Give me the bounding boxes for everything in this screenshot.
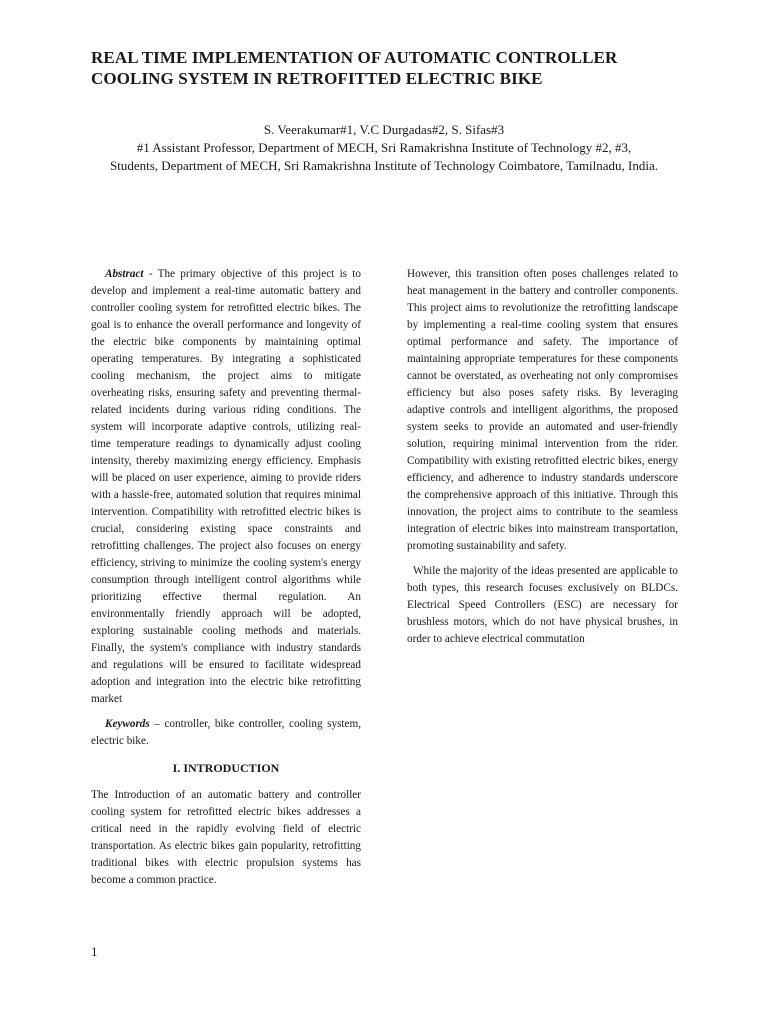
introduction-paragraph-3: While the majority of the ideas presented are applicable to both types, this research focuses exclusively on BLDCs. Electrical Speed Controllers (ESC) are necessary for brushless motors, which do not have physical brushes, in order to achieve electrical commutation — [407, 565, 678, 645]
keywords-label: Keywords — [105, 718, 150, 730]
introduction-paragraph-2: However, this transition often poses challenges related to heat management in the battery and controller components. This project aims to revolutionize the retrofitting landscape by implementing a real-time cooling system that ensures optimal performance and safety. The importance of maintaining appropriate temperatures for these components cannot be overstated, as overheating not only compromises efficiency but also poses safety risks. By leveraging adaptive controls and intelligent algorithms, the proposed system seeks to provide an automated and user-friendly solution, requiring minimal intervention from the rider. Compatibility with existing retrofitted electric bikes, energy efficiency, and adherence to industry standards underscore the comprehensive approach of this initiative. Through this innovation, the project aims to contribute to the seamless integration of electric bikes into mainstream transportation, promoting sustainability and safety. — [407, 268, 678, 552]
paper-title-line-1: REAL TIME IMPLEMENTATION OF AUTOMATIC CONTROLLER — [91, 48, 618, 67]
abstract-paragraph — [91, 266, 361, 708]
keywords-paragraph — [91, 716, 361, 750]
abstract-label: Abstract — [105, 268, 144, 280]
author-names: S. Veerakumar#1, V.C Durgadas#2, S. Sifas#3 — [263, 122, 505, 137]
introduction-paragraph-1: The Introduction of an automatic battery and controller cooling system for retrofitted electric bikes addresses a critical need in the rapidly evolving field of electric transportation. As electric bikes gain popularity, retrofitting traditional bikes with electric propulsion systems has become a common practice. — [91, 789, 361, 886]
affiliation-line-2: Students, Department of MECH, Sri Ramakrishna Institute of Technology Coimbatore, Tamilnadu, India. — [110, 158, 658, 173]
left-column — [91, 266, 361, 897]
right-column — [407, 266, 678, 656]
introduction-heading: I. INTRODUCTION — [172, 761, 280, 775]
affiliation-line-1: #1 Assistant Professor, Department of MECH, Sri Ramakrishna Institute of Technology #2, #3, — [136, 140, 632, 155]
author-block — [60, 121, 708, 175]
abstract-text: - The primary objective of this project is to develop and implement a real-time automatic battery and controller cooling system for retrofitted electric bikes. The goal is to enhance the overall performance and longevity of the electric bike components by maintaining optimal operating temperatures. By integrating a sophisticated cooling mechanism, the project aims to mitigate overheating risks, ensuring safety and preventing thermal-related incidents during various riding conditions. The system will incorporate adaptive controls, utilizing real-time temperature readings to dynamically adjust cooling intensity, thereby maximizing energy efficiency. Emphasis will be placed on user experience, aiming to provide riders with a hassle-free, automated solution that requires minimal intervention. Compatibility with retrofitted electric bikes is crucial, considering existing space constraints and retrofitting challenges. The project also focuses on energy efficiency, striving to minimize the cooling system's energy consumption through intelligent control algorithms while prioritizing effective thermal regulation. An environmentally friendly approach will be adopted, exploring sustainable cooling methods and materials. Finally, the system's compliance with industry standards and regulations will be ensured to facilitate widespread adoption and integration into the electric bike retrofitting market — [91, 268, 361, 705]
page-number: 1 — [91, 944, 98, 959]
paper-title — [91, 47, 691, 89]
paper-title-line-2: COOLING SYSTEM IN RETROFITTED ELECTRIC BIKE — [91, 69, 543, 88]
keywords-text: – controller, bike controller, cooling system, electric bike. — [91, 718, 361, 747]
